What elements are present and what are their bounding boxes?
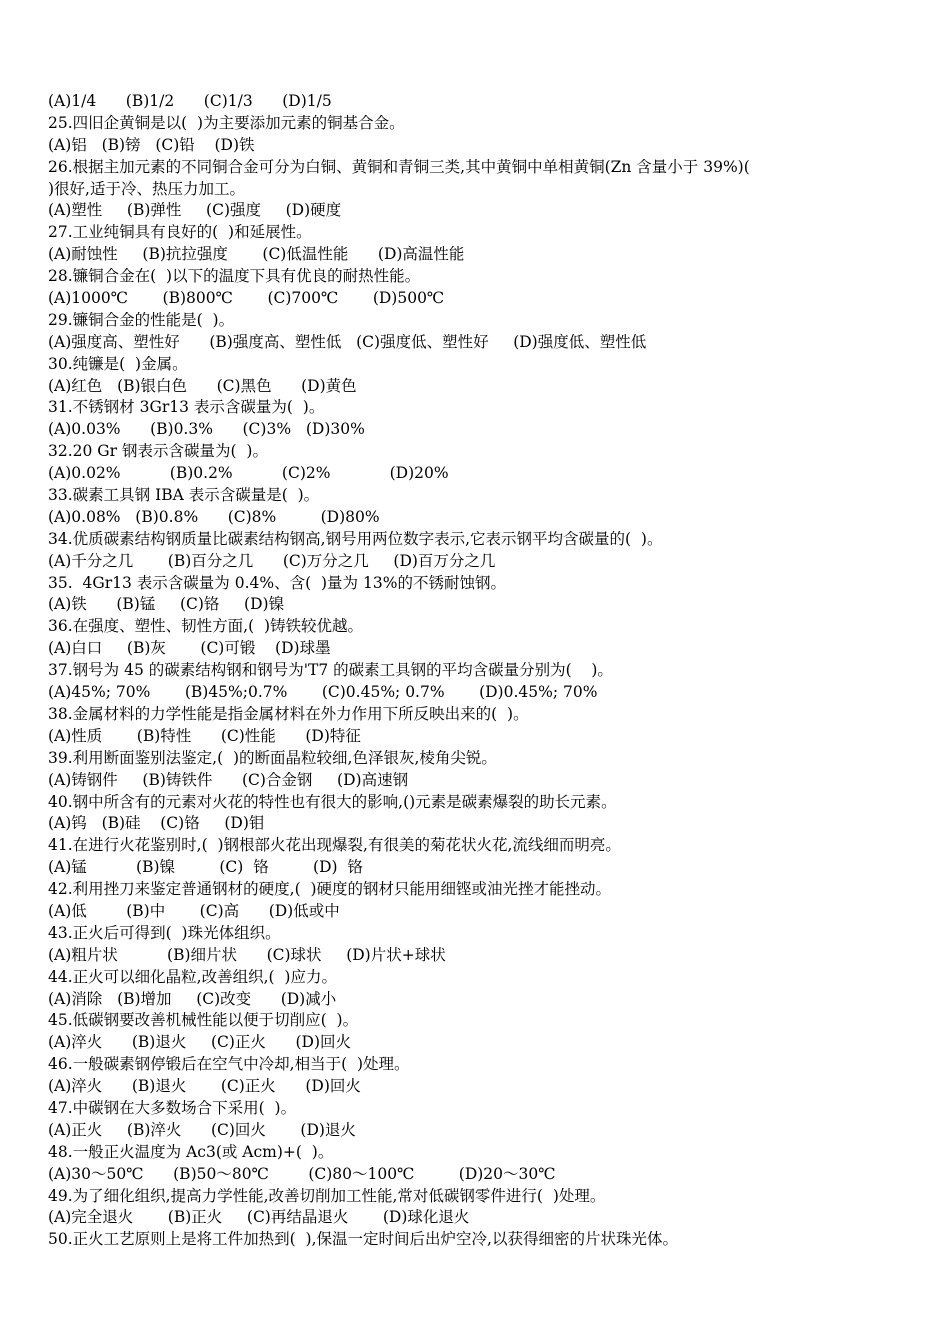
text-line: 45.低碳钢要改善机械性能以便于切削应( )。 <box>48 1011 359 1030</box>
text-line: (A)淬火 (B)退火 (C)正火 (D)回火 <box>48 1033 352 1052</box>
text-line: 39.利用断面鉴别法鉴定,( )的断面晶粒较细,色泽银灰,棱角尖锐。 <box>48 748 497 767</box>
text-line: (A)0.02% (B)0.2% (C)2% (D)20% <box>48 464 449 483</box>
text-line: 42.利用挫刀来鉴定普通钢材的硬度,( )硬度的钢材只能用细铿或油光挫才能挫动。 <box>48 880 612 899</box>
text-line: (A)铝 (B)镑 (C)铅 (D)铁 <box>48 135 255 154</box>
text-line: (A)锰 (B)镍 (C) 铬 (D) 铬 <box>48 858 363 877</box>
text-line: )很好,适于冷、热压力加工。 <box>48 179 245 198</box>
text-line: (A)铸钢件 (B)铸铁件 (C)合金钢 (D)高速钢 <box>48 770 409 789</box>
text-line: (A)性质 (B)特性 (C)性能 (D)特征 <box>48 726 361 745</box>
text-line: 35. 4Gr13 表示含碳量为 0.4%、含( )量为 13%的不锈耐蚀钢。 <box>48 573 506 592</box>
text-line: 37.钢号为 45 的碳素结构钢和钢号为'T7 的碳素工具钢的平均含碳量分别为( )。 <box>48 661 613 680</box>
text-line: 28.镰铜合金在( )以下的温度下具有优良的耐热性能。 <box>48 267 421 286</box>
text-line: 32.20 Gr 钢表示含碳量为( )。 <box>48 442 268 461</box>
text-line: 36.在强度、塑性、韧性方面,( )铸铁较优越。 <box>48 617 364 636</box>
text-line: (A)正火 (B)淬火 (C)回火 (D)退火 <box>48 1120 356 1139</box>
text-line: (A)45%; 70% (B)45%;0.7% (C)0.45%; 0.7% (D)0.45%; 70% <box>48 683 598 702</box>
text-line: 46.一般碳素钢停锻后在空气中冷却,相当于( )处理。 <box>48 1055 410 1074</box>
text-line: (A)低 (B)中 (C)高 (D)低或中 <box>48 901 340 920</box>
text-line: 29.镰铜合金的性能是( )。 <box>48 310 235 329</box>
text-line: (A)淬火 (B)退火 (C)正火 (D)回火 <box>48 1077 361 1096</box>
text-line: (A)0.03% (B)0.3% (C)3% (D)30% <box>48 420 365 439</box>
text-line: 31.不锈钢材 3Gr13 表示含碳量为( )。 <box>48 398 325 417</box>
text-line: (A)红色 (B)银白色 (C)黑色 (D)黄色 <box>48 376 357 395</box>
text-line: 47.中碳钢在大多数场合下采用( )。 <box>48 1098 297 1117</box>
text-line: 48.一般正火温度为 Ac3(或 Acm)+( )。 <box>48 1142 334 1161</box>
text-line: 26.根据主加元素的不同铜合金可分为白铜、黄铜和青铜三类,其中黄铜中单相黄铜(Zn 含量小于 39%)( <box>48 157 750 176</box>
text-line: (A)粗片状 (B)细片状 (C)球状 (D)片状+球状 <box>48 945 446 964</box>
text-line: (A)铁 (B)锰 (C)铬 (D)镍 <box>48 595 285 614</box>
text-line: 41.在进行火花鉴别时,( )钢根部火花出现爆裂,有很美的菊花状火花,流线细而明亮。 <box>48 836 621 855</box>
text-line: 49.为了细化组织,提高力学性能,改善切削加工性能,常对低碳钢零件进行( )处理。 <box>48 1186 606 1205</box>
text-line: (A)耐蚀性 (B)抗拉强度 (C)低温性能 (D)高温性能 <box>48 245 465 264</box>
text-line: 50.正火工艺原则上是将工件加热到( ),保温一定时间后出炉空冷,以获得细密的片状珠光体。 <box>48 1230 678 1249</box>
text-line: (A)1/4 (B)1/2 (C)1/3 (D)1/5 <box>48 92 332 110</box>
text-line: 44.正火可以细化晶粒,改善组织,( )应力。 <box>48 967 337 986</box>
text-line: (A)白口 (B)灰 (C)可锻 (D)球墨 <box>48 639 331 658</box>
text-line: (A)钨 (B)硅 (C)铬 (D)钼 <box>48 814 265 833</box>
text-line: (A)消除 (B)增加 (C)改变 (D)减小 <box>48 989 337 1008</box>
text-line: (A)塑性 (B)弹性 (C)强度 (D)硬度 <box>48 201 342 220</box>
document-page <box>48 91 928 1251</box>
text-line: 25.四旧企黄铜是以( )为主要添加元素的铜基合金。 <box>48 113 405 132</box>
text-line: 38.金属材料的力学性能是指金属材料在外力作用下所反映出来的( )。 <box>48 704 529 723</box>
text-line: (A)30～50℃ (B)50～80℃ (C)80～100℃ (D)20～30℃ <box>48 1164 556 1183</box>
text-line: 40.钢中所含有的元素对火花的特性也有很大的影响,()元素是碳素爆裂的助长元素。 <box>48 792 617 811</box>
text-line: (A)千分之几 (B)百分之几 (C)万分之几 (D)百万分之几 <box>48 551 496 570</box>
text-line: (A)强度高、塑性好 (B)强度高、塑性低 (C)强度低、塑性好 (D)强度低、塑性低 <box>48 332 647 351</box>
text-line: 43.正火后可得到( )珠光体组织。 <box>48 923 281 942</box>
text-line: 27.工业纯铜具有良好的( )和延展性。 <box>48 223 312 242</box>
text-line: 30.纯镰是( )金属。 <box>48 354 188 373</box>
text-line: (A)完全退火 (B)正火 (C)再结晶退火 (D)球化退火 <box>48 1208 470 1227</box>
text-line: (A)0.08% (B)0.8% (C)8% (D)80% <box>48 507 380 526</box>
text-line: (A)1000℃ (B)800℃ (C)700℃ (D)500℃ <box>48 289 445 308</box>
text-line: 34.优质碳素结构钢质量比碳素结构钢高,钢号用两位数字表示,它表示钢平均含碳量的( )。 <box>48 529 663 548</box>
text-line: 33.碳素工具钢 IBA 表示含碳量是( )。 <box>48 486 320 505</box>
